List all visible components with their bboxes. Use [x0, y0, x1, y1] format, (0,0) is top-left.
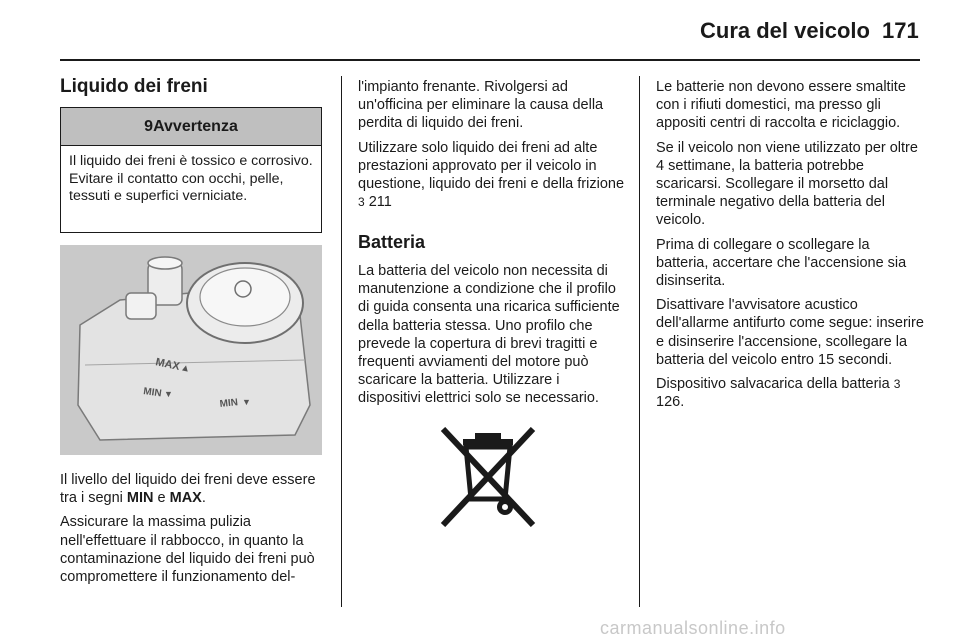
page-ref-icon: 3 — [893, 377, 901, 392]
col1-paragraph-1 — [60, 471, 330, 507]
photo-max-label: MAX — [154, 356, 181, 374]
photo-min-label-left: MIN — [142, 386, 163, 400]
warning-body: Il liquido dei freni è tossico e corrosivo. Evitare il contatto con occhi, pelle, tessuti e superfici verniciate. — [69, 153, 313, 204]
warning-header — [61, 108, 321, 146]
min-mark: MIN — [126, 490, 154, 507]
watermark: carmanualsonline.info — [600, 618, 786, 638]
col3-paragraph-4: Disattivare l'avvisatore acustico dell'allarme antifurto come segue: inserire e disinserire l'accensione, scollegare la batteria del veicolo entro 15 secondi. — [656, 297, 924, 368]
col2-paragraph-2 — [358, 139, 626, 212]
col2-paragraph-1: l'impianto frenante. Rivolgersi ad un'officina per eliminare la causa della perdita di liquido dei freni. — [358, 79, 604, 132]
crossed-out-bin-icon — [433, 427, 543, 527]
col3-p5-text: Dispositivo salvacarica della batteria — [656, 376, 894, 393]
page-number: 171 — [882, 18, 919, 43]
col2-text-bottom — [358, 262, 626, 414]
col3-paragraph-2: Se il veicolo non viene utilizzato per oltre 4 settimane, la batteria potrebbe scaricarsi. Scollegare il morsetto dal terminale negativo della batteria del veicolo. — [656, 139, 918, 229]
col1-text — [60, 471, 330, 592]
svg-text:▼: ▼ — [164, 389, 173, 399]
photo-min-label-right: MIN — [219, 397, 239, 410]
warning-box — [60, 107, 322, 233]
warning-triangle-icon: 9 — [144, 118, 154, 135]
header-rule — [60, 59, 920, 61]
col2-text-top — [358, 78, 626, 217]
max-mark: MAX — [169, 490, 202, 507]
col1-paragraph-2: Assicurare la massima pulizia nell'effettuare il rabbocco, in quanto la contaminazione del liquido dei freni può compromettere il funzionamento del- — [60, 514, 315, 586]
svg-text:▲: ▲ — [179, 362, 192, 375]
col1-p1-text: Il livello del liquido dei freni deve essere tra i segni — [60, 472, 316, 507]
col3-paragraph-1: Le batterie non devono essere smaltite con i rifiuti domestici, ma presso gli appositi centri di raccolta e riciclaggio. — [656, 79, 906, 132]
battery-title: Batteria — [358, 232, 426, 252]
column-divider-1 — [341, 76, 342, 607]
column-divider-2 — [639, 76, 640, 607]
header-title: Cura del veicolo — [700, 18, 870, 43]
warning-title: Avvertenza — [153, 118, 238, 135]
col3-text — [656, 78, 924, 417]
section-title: Liquido dei freni — [60, 76, 208, 97]
page-ref-icon: 3 — [358, 195, 365, 210]
col1-p1-mid: e — [153, 490, 170, 507]
col1-p1-end: . — [201, 490, 206, 507]
page-ref-link[interactable]: 126. — [656, 394, 685, 411]
col2-paragraph-3: La batteria del veicolo non necessita di manutenzione a condizione che il profilo di guida consenta una ricarica sufficiente della batteria stessa. Uno profilo che prevede la copertura di brevi tragitti e frequenti avviamenti del motore può scaricare la batteria. Utilizzare i dispositivi elettrici solo se necessario. — [358, 263, 620, 407]
col3-paragraph-3: Prima di collegare o scollegare la batteria, accertare che l'accensione sia disinserita. — [656, 236, 907, 290]
col3-paragraph-5 — [656, 375, 924, 411]
page-ref-link[interactable]: 211 — [364, 194, 392, 211]
svg-text:▼: ▼ — [242, 397, 251, 407]
brake-fluid-reservoir-photo — [60, 245, 322, 455]
col2-p2-text: Utilizzare solo liquido dei freni ad alte prestazioni approvato per il veicolo in questione, liquido dei freni e della frizione — [358, 139, 625, 193]
